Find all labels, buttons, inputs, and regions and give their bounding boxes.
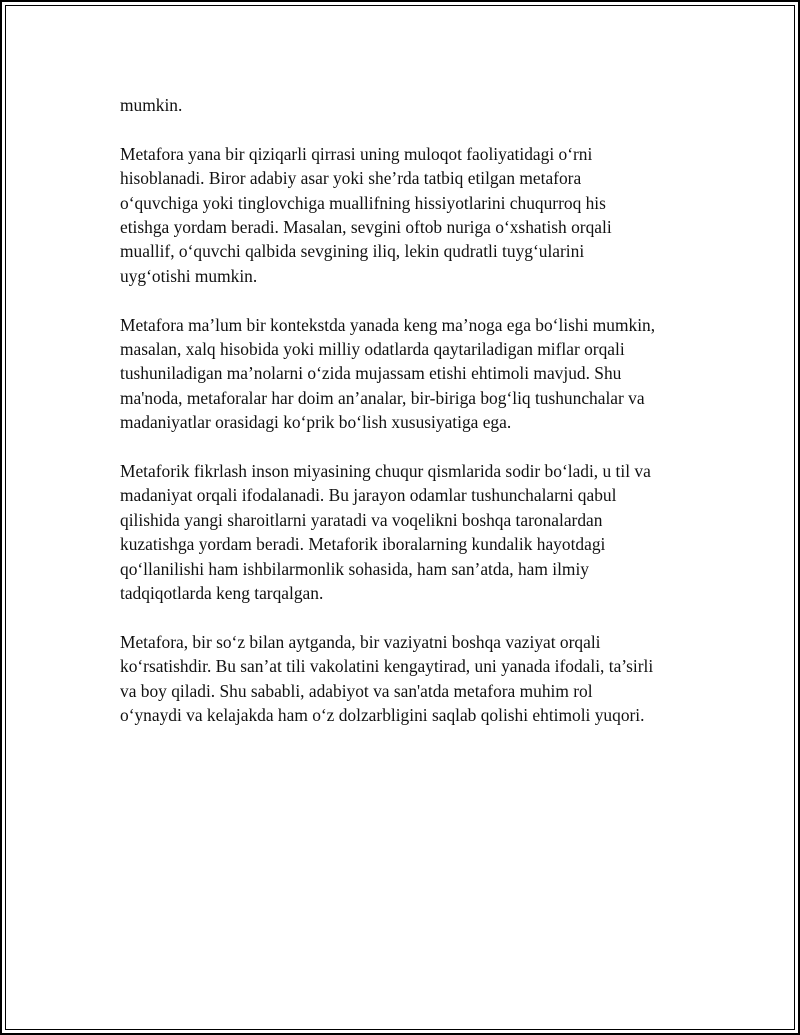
paragraph — [120, 313, 700, 435]
text-line: etishga yordam beradi. Masalan, sevgini oftob nuriga o‘xshatish orqali — [120, 217, 612, 238]
text-line: Metaforik fikrlash inson miyasining chuqur qismlarida sodir bo‘ladi, u til va — [120, 461, 651, 482]
text-line: va boy qiladi. Shu sababli, adabiyot va san'atda metafora muhim rol — [120, 680, 593, 701]
text-line: Metafora yana bir qiziqarli qirrasi uning muloqot faoliyatidagi o‘rni — [120, 143, 593, 164]
text-line: uyg‘otishi mumkin. — [120, 265, 258, 286]
text-line: tadqiqotlarda keng tarqalgan. — [120, 583, 324, 604]
text-line: mumkin. — [120, 95, 183, 115]
document-body — [120, 93, 700, 752]
text-line: qo‘llanilishi ham ishbilarmonlik sohasida, ham san’atda, ham ilmiy — [120, 558, 589, 579]
text-line: ko‘rsatishdir. Bu san’at tili vakolatini kengaytirad, uni yanada ifodali, ta’sirli — [120, 656, 654, 677]
text-line: hisoblanadi. Biror adabiy asar yoki she’rda tatbiq etilgan metafora — [120, 168, 582, 189]
text-line: Metafora, bir so‘z bilan aytganda, bir vaziyatni boshqa vaziyat orqali — [120, 631, 601, 652]
text-line: ma'noda, metaforalar har doim an’analar, bir-biriga bog‘liq tushunchalar va — [120, 387, 645, 408]
text-line: madaniyatlar orasidagi ko‘prik bo‘lish xususiyatiga ega. — [120, 412, 512, 433]
paragraph — [120, 142, 700, 288]
text-line: madaniyat orqali ifodalanadi. Bu jarayon odamlar tushunchalarni qabul — [120, 485, 617, 506]
paragraph — [120, 459, 700, 605]
text-line: muallif, o‘quvchi qalbida sevgining iliq, lekin qudratli tuyg‘ularini — [120, 241, 585, 262]
paragraph — [120, 630, 700, 728]
text-line: Metafora ma’lum bir kontekstda yanada keng ma’noga ega bo‘lishi mumkin, — [120, 314, 656, 335]
text-line: o‘ynaydi va kelajakda ham o‘z dolzarbligini saqlab qolishi ehtimoli yuqori. — [120, 705, 645, 726]
text-line: kuzatishga yordam beradi. Metaforik iboralarning kundalik hayotdagi — [120, 534, 606, 555]
text-line: o‘quvchiga yoki tinglovchiga muallifning hissiyotlarini chuqurroq his — [120, 192, 606, 213]
text-line: tushuniladigan ma’nolarni o‘zida mujassam etishi ehtimoli mavjud. Shu — [120, 363, 622, 384]
text-line: masalan, xalq hisobida yoki milliy odatlarda qaytariladigan miflar orqali — [120, 339, 625, 360]
text-line: qilishida yangi sharoitlarni yaratadi va voqelikni boshqa taronalardan — [120, 509, 603, 530]
paragraph — [120, 93, 700, 117]
